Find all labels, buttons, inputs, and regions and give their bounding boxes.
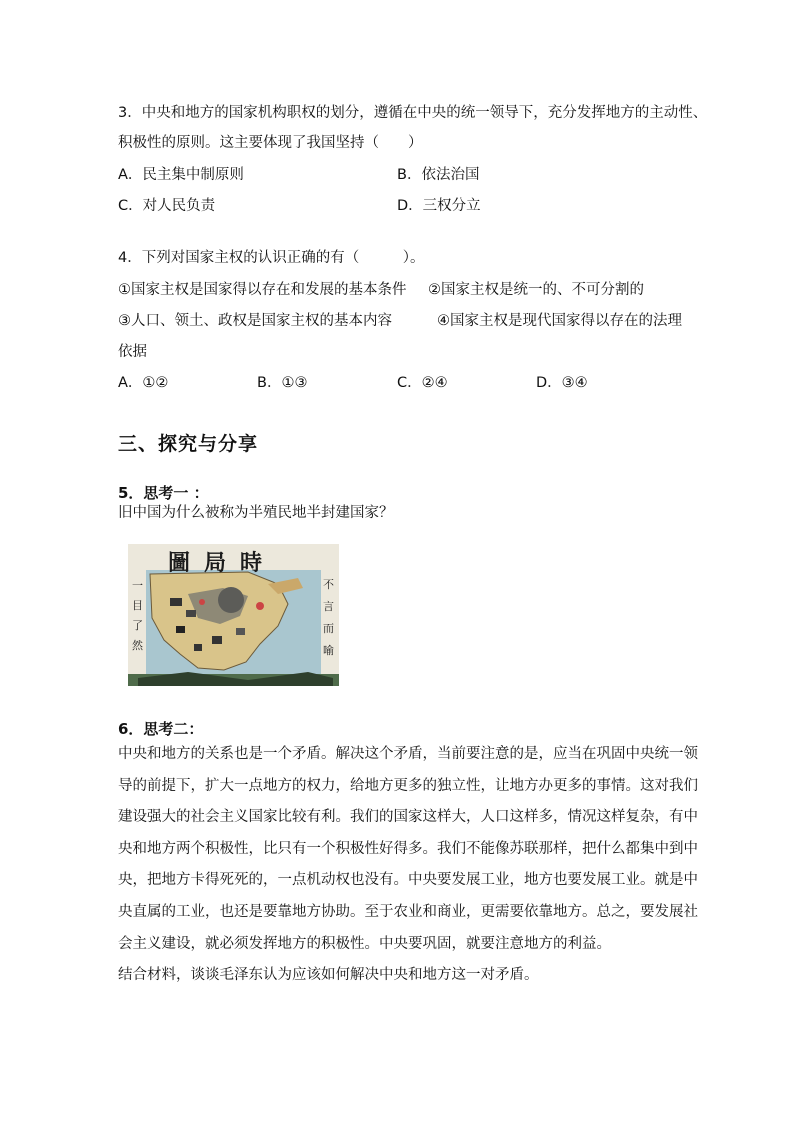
- q3-option-c: C．对人民负责: [118, 198, 216, 214]
- q6-title: 6．思考二：: [118, 720, 204, 738]
- cartoon-left-char: 然: [132, 639, 143, 652]
- q6-material-line: 导的前提下，扩大一点地方的权力，给地方更多的独立性，让地方办更多的事情。这对我们: [118, 777, 698, 794]
- cartoon-right-char: 言: [323, 600, 334, 613]
- section-title: 三、探究与分享: [118, 433, 259, 455]
- q6-material-line: 央和地方两个积极性，比只有一个积极性好得多。我们不能像苏联那样，把什么都集中到中: [118, 840, 698, 857]
- q4-option-c: C．②④: [397, 375, 448, 391]
- q3-stem-line2: 积极性的原则。这主要体现了我国坚持（ ）: [118, 135, 423, 151]
- cartoon-left-char: 目: [132, 599, 143, 612]
- q6-material-line: 中央和地方的关系也是一个矛盾。解决这个矛盾，当前要注意的是，应当在巩固中央统一领: [118, 746, 698, 762]
- q5-question: 旧中国为什么被称为半殖民地半封建国家？: [118, 505, 394, 521]
- cartoon-right-char: 喻: [323, 644, 334, 657]
- q5-title: 5．思考一 ：: [118, 484, 209, 502]
- q3-option-d: D．三权分立: [397, 198, 481, 214]
- cartoon-map-image: [128, 544, 339, 686]
- cartoon-title: 圖局時: [168, 550, 277, 576]
- q4-statement-4: ④国家主权是现代国家得以存在的法理: [437, 313, 682, 329]
- q6-question: 结合材料，谈谈毛泽东认为应该如何解决中央和地方这一对矛盾。: [118, 967, 539, 983]
- cartoon-left-char: 了: [132, 619, 143, 632]
- cartoon-right-char: 而: [323, 622, 334, 635]
- q4-stem: 4．下列对国家主权的认识正确的有（ ）。: [118, 250, 425, 266]
- cartoon-right-char: 不: [323, 578, 334, 591]
- q4-option-b: B．①③: [257, 375, 308, 391]
- q4-statement-2: ②国家主权是统一的、不可分割的: [428, 282, 644, 298]
- q4-statement-1: ①国家主权是国家得以存在和发展的基本条件: [118, 282, 407, 298]
- q6-material-line: 央直属的工业，也还是要靠地方协助。至于农业和商业，更需要依靠地方。总之，要发展社: [118, 903, 698, 920]
- q6-material-line: 央，把地方卡得死死的，一点机动权也没有。中央要发展工业，地方也要发展工业。就是中: [118, 872, 698, 889]
- q4-option-a: A．①②: [118, 375, 169, 391]
- cartoon-right-caption: [323, 574, 334, 662]
- q3-stem-line1: 3．中央和地方的国家机构职权的划分，遵循在中央的统一领导下，充分发挥地方的主动性、: [118, 105, 708, 121]
- q6-material-line: 会主义建设，就必须发挥地方的积极性。中央要巩固，就要注意地方的利益。: [118, 935, 611, 952]
- q4-option-d: D．③④: [536, 375, 588, 391]
- q3-option-a: A．民主集中制原则: [118, 167, 244, 183]
- q6-material-line: 建设强大的社会主义国家比较有利。我们的国家这样大，人口这样多，情况这样复杂，有中: [118, 809, 698, 826]
- cartoon-left-char: 一: [132, 579, 143, 592]
- q4-statement-4-cont: 依据: [118, 344, 147, 360]
- q3-option-b: B．依法治国: [397, 167, 480, 183]
- cartoon-left-caption: [132, 576, 143, 656]
- q6-material: [118, 739, 698, 960]
- q4-statement-3: ③人口、领土、政权是国家主权的基本内容: [118, 313, 392, 329]
